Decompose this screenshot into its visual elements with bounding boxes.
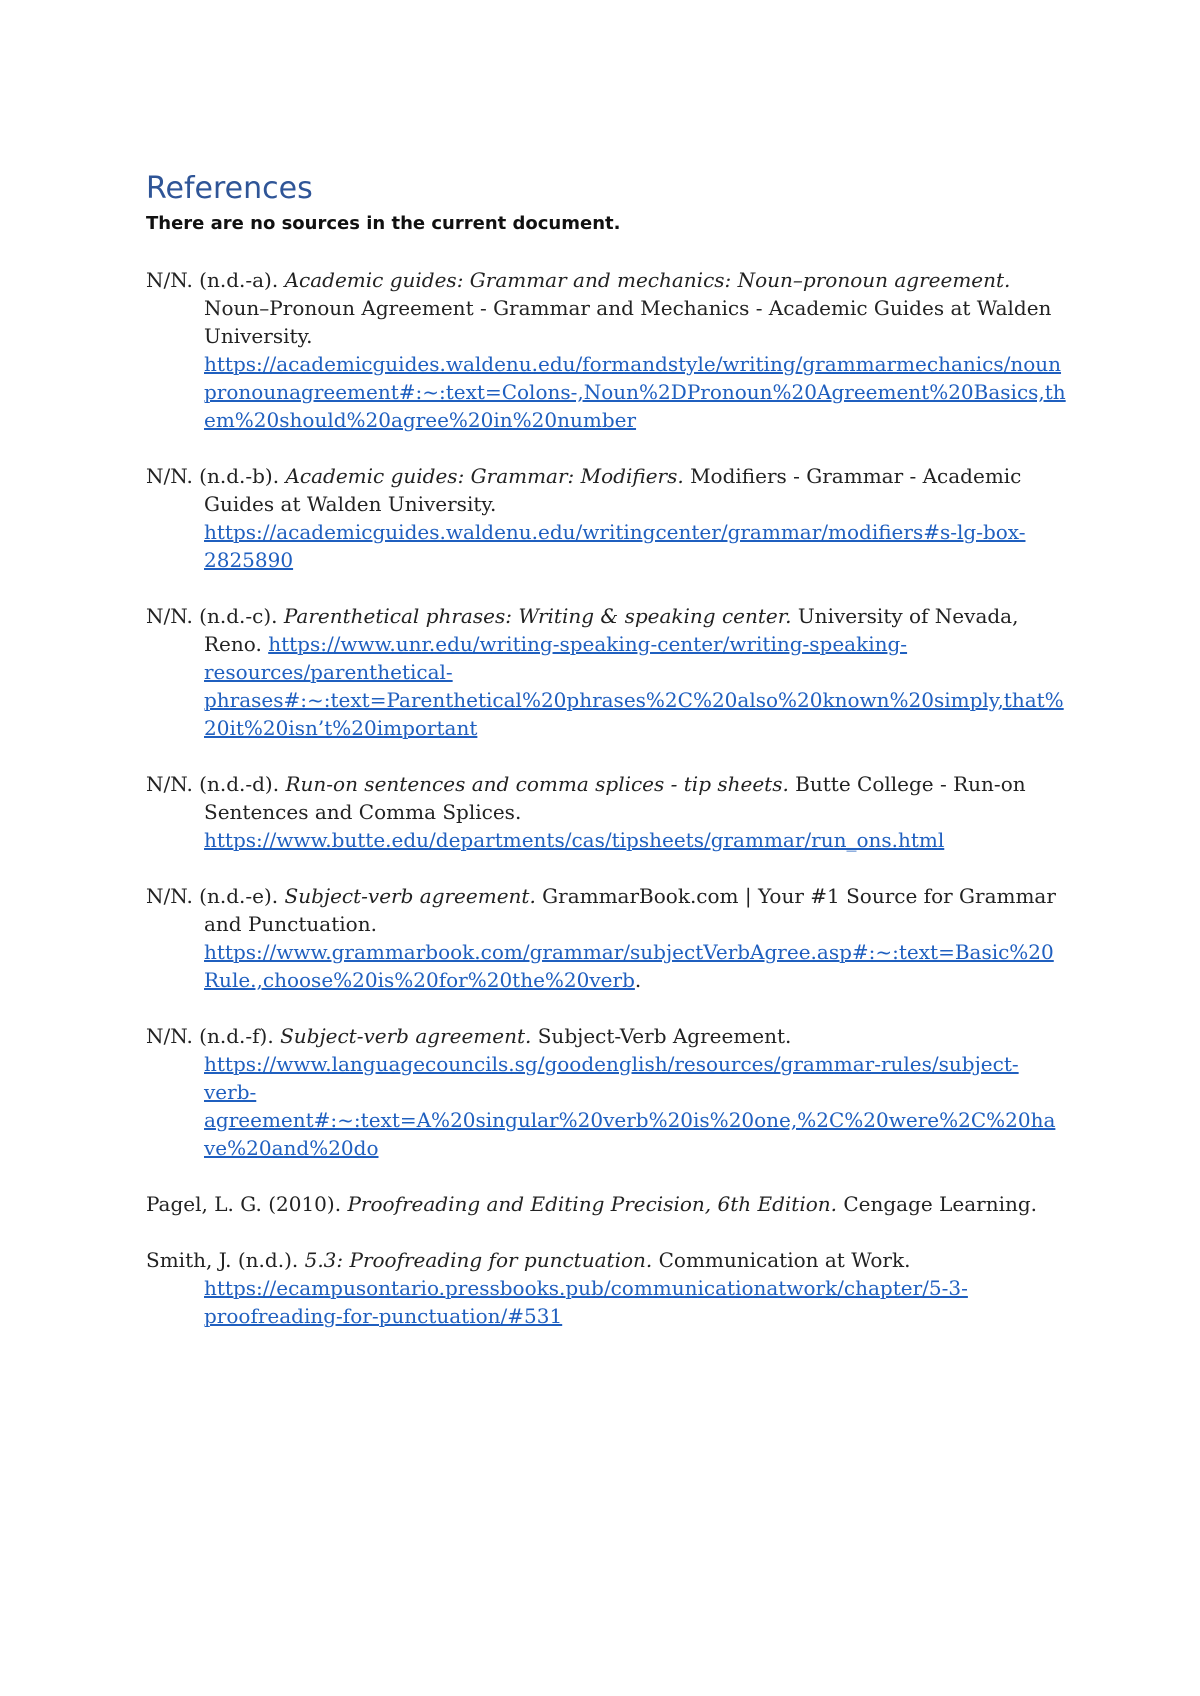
reference-source: University of Nevada, Reno.: [204, 604, 1019, 656]
reference-author-date: N/N. (n.d.-f).: [146, 1024, 281, 1048]
reference-author-date: N/N. (n.d.-b).: [146, 464, 286, 488]
reference-entry: [146, 602, 1066, 742]
reference-author-date: N/N. (n.d.-d).: [146, 772, 286, 796]
reference-link[interactable]: https://academicguides.waldenu.edu/writingcenter/grammar/modifiers#s-lg-box-2825890: [204, 520, 1026, 572]
reference-source: Communication at Work.: [652, 1248, 911, 1272]
reference-source: GrammarBook.com | Your #1 Source for Grammar and Punctuation.: [204, 884, 1056, 936]
reference-entry: [146, 882, 1066, 994]
document-content: [146, 170, 1066, 1358]
reference-entry: [146, 770, 1066, 854]
references-heading: References: [146, 171, 313, 206]
reference-author-date: Pagel, L. G. (2010).: [146, 1192, 348, 1216]
reference-entry: [146, 1246, 1066, 1330]
reference-title: Parenthetical phrases: Writing & speaking center.: [283, 604, 792, 628]
reference-link[interactable]: https://www.unr.edu/writing-speaking-center/writing-speaking-resources/parenthetical-phrases#:~:text=Parenthetical%20phrases%2C%20also%20known%20simply,that%20it%20isn’t%20important: [204, 632, 1064, 740]
reference-title: Subject-verb agreement.: [284, 884, 536, 908]
reference-link[interactable]: https://www.grammarbook.com/grammar/subjectVerbAgree.asp#:~:text=Basic%20Rule.,choose%20is%20for%20the%20verb: [204, 940, 1054, 992]
reference-author-date: N/N. (n.d.-c).: [146, 604, 284, 628]
reference-link[interactable]: https://ecampusontario.pressbooks.pub/communicationatwork/chapter/5-3-proofreading-for-punctuation/#531: [204, 1276, 968, 1328]
reference-entry: [146, 462, 1066, 574]
reference-source: Butte College - Run-on Sentences and Comma Splices.: [204, 772, 1026, 824]
reference-source: Cengage Learning.: [837, 1192, 1038, 1216]
reference-title: Proofreading and Editing Precision, 6th Edition.: [347, 1192, 837, 1216]
reference-source: Noun–Pronoun Agreement - Grammar and Mechanics - Academic Guides at Walden University.: [204, 296, 1052, 348]
reference-link[interactable]: https://www.butte.edu/departments/cas/tipsheets/grammar/run_ons.html: [204, 828, 945, 852]
reference-list: [146, 266, 1066, 1330]
reference-author-date: Smith, J. (n.d.).: [146, 1248, 305, 1272]
reference-entry: [146, 1190, 1066, 1218]
reference-entry: [146, 1022, 1066, 1162]
reference-source: Subject-Verb Agreement.: [531, 1024, 792, 1048]
reference-link[interactable]: https://academicguides.waldenu.edu/formandstyle/writing/grammarmechanics/nounpronounagreement#:~:text=Colons-,Noun%2DPronoun%20Agreement%20Basics,them%20should%20agree%20in%20number: [204, 352, 1066, 432]
reference-link[interactable]: https://www.languagecouncils.sg/goodenglish/resources/grammar-rules/subject-verb-agreement#:~:text=A%20singular%20verb%20is%20one,%2C%20were%2C%20have%20and%20do: [204, 1052, 1056, 1160]
reference-author-date: N/N. (n.d.-e).: [146, 884, 285, 908]
reference-title: Academic guides: Grammar: Modifiers.: [285, 464, 684, 488]
reference-tail: .: [634, 968, 642, 992]
reference-title: Run-on sentences and comma splices - tip sheets.: [285, 772, 789, 796]
reference-title: 5.3: Proofreading for punctuation.: [304, 1248, 653, 1272]
reference-author-date: N/N. (n.d.-a).: [146, 268, 285, 292]
reference-title: Subject-verb agreement.: [280, 1024, 532, 1048]
reference-title: Academic guides: Grammar and mechanics: Noun–pronoun agreement.: [284, 268, 1011, 292]
reference-entry: [146, 266, 1066, 434]
no-sources-note: There are no sources in the current document.: [146, 213, 621, 234]
reference-source: Modifiers - Grammar - Academic Guides at Walden University.: [204, 464, 1022, 516]
